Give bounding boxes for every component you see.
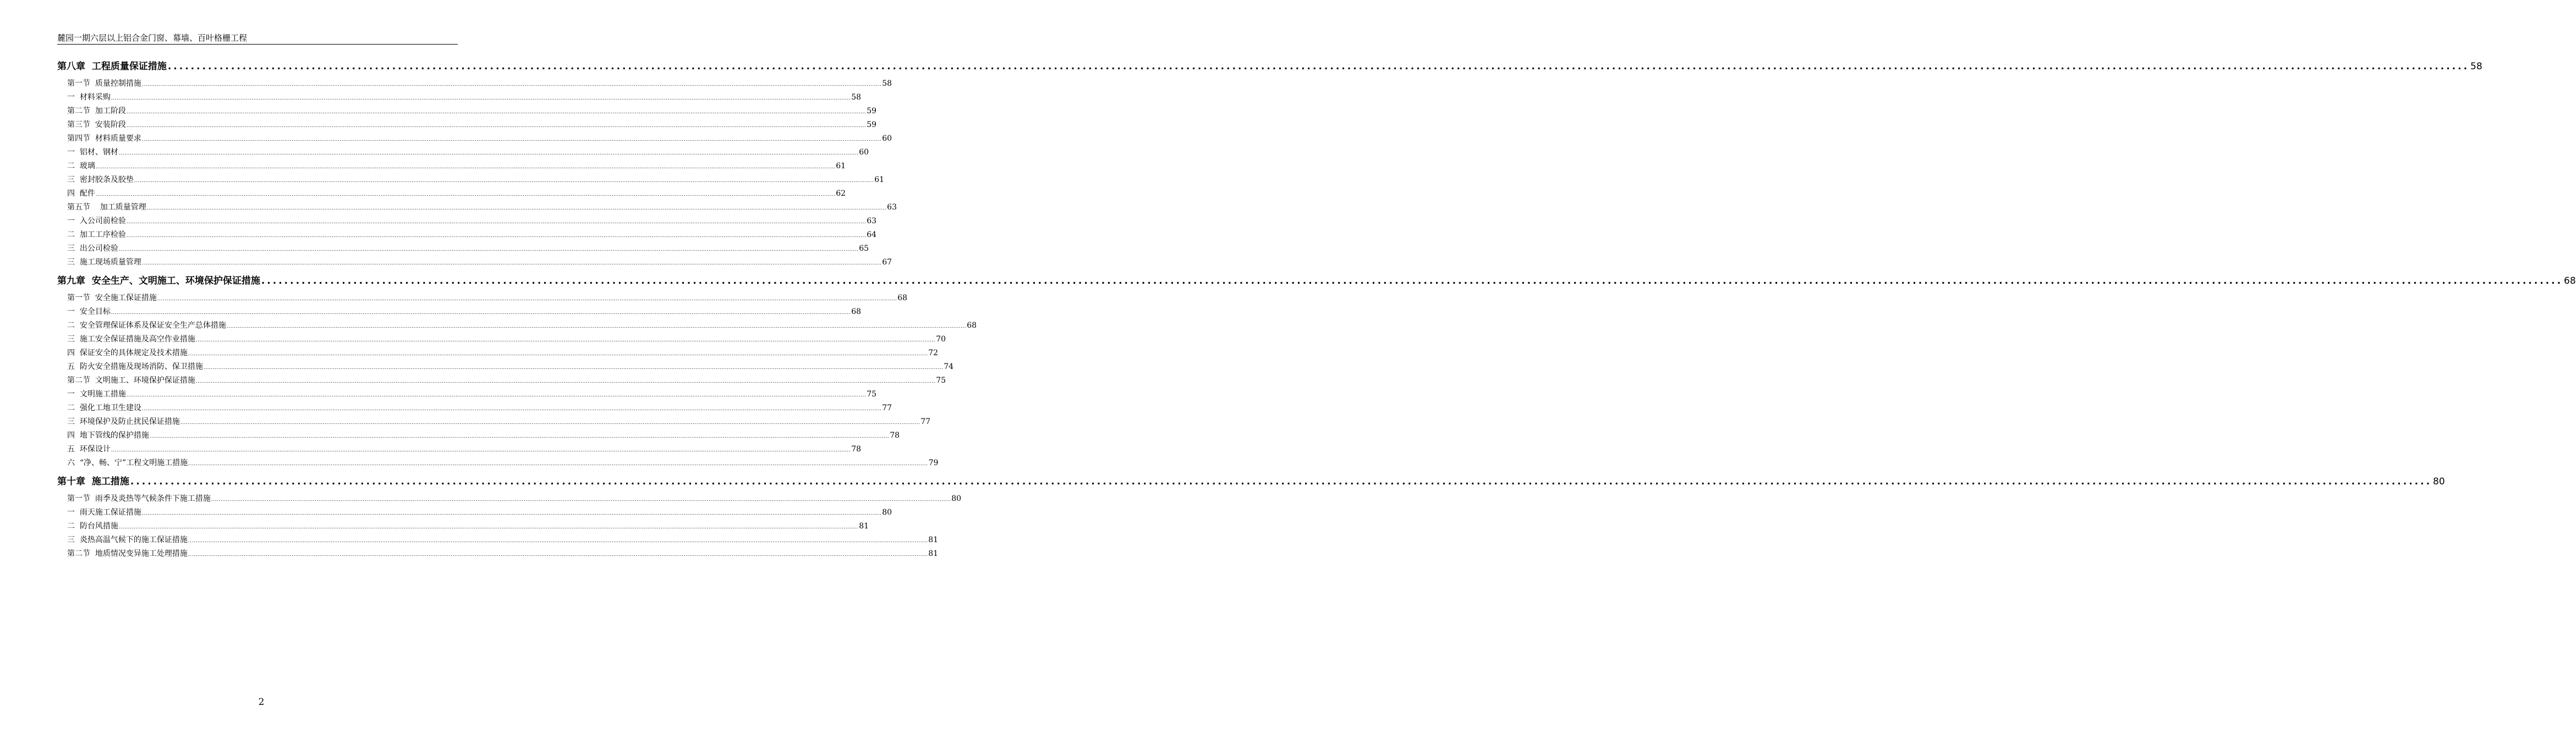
toc-entry-page: 80 <box>882 508 892 517</box>
toc-entry[interactable] <box>57 198 897 212</box>
toc-entry-title: 一 文明施工措施 <box>67 390 126 399</box>
dot-leader: ................................................................................................................................................................................................................................................................................................................................................................................................................ <box>188 461 928 467</box>
toc-entry-page: 68 <box>851 307 862 316</box>
toc-entry-title: 三 出公司检验 <box>67 244 118 253</box>
toc-entry[interactable] <box>57 385 877 399</box>
toc-entry-page: 59 <box>867 107 877 115</box>
toc-entry-page: 60 <box>882 134 892 143</box>
toc-entry[interactable] <box>57 157 846 171</box>
dot-leader: ................................................................................................................................................................................................................................................................................................................................................................................................................ <box>95 192 836 197</box>
toc-entry-title: 四 保证安全的具体规定及技术措施 <box>67 349 188 357</box>
document-header <box>57 32 458 45</box>
toc-entry-title: 三 环境保护及防止扰民保证措施 <box>67 417 180 426</box>
dot-leader: ................................................................................................................................................................................................................................................................................................................................................................................................................ <box>126 393 867 398</box>
toc-entry-page: 63 <box>867 217 877 225</box>
toc-entry-title: 二 玻璃 <box>67 162 95 170</box>
toc-entry-page: 68 <box>897 294 908 302</box>
toc-entry[interactable] <box>57 545 939 559</box>
dot-leader: ................................................................................................................................................................................................................................................................................................................................................................................................................ <box>141 137 882 142</box>
toc-entry-title: 第一节 雨季及炎热等气候条件下施工措施 <box>67 494 211 503</box>
toc-entry[interactable] <box>57 253 892 267</box>
toc-entry-page: 62 <box>836 189 846 198</box>
toc-entry-page: 61 <box>836 162 846 170</box>
toc-entry-title: 三 施工安全保证措施及高空作业措施 <box>67 335 195 344</box>
toc-entry-page: 67 <box>882 258 892 267</box>
toc-entry[interactable] <box>57 130 892 144</box>
toc-entry-title: 第九章 安全生产、文明施工、环境保护保证措施 <box>57 275 260 286</box>
toc-entry-title: 三 炎热高温气候下的施工保证措施 <box>67 536 188 544</box>
dot-leader: ................................................................................................................................................................................................................................................................................................................................................................................................................ <box>126 123 867 129</box>
toc-entry[interactable] <box>57 240 869 253</box>
toc-entry-title: 第二节 加工阶段 <box>67 107 126 115</box>
dot-leader: ................................................................................................................................................................................................................................................................................................................................................................................................................ <box>130 476 2432 487</box>
dot-leader: ................................................................................................................................................................................................................................................................................................................................................................................................................ <box>195 379 936 384</box>
toc-entry[interactable] <box>57 399 892 413</box>
dot-leader: ................................................................................................................................................................................................................................................................................................................................................................................................................ <box>134 178 874 184</box>
toc-entry-page: 68 <box>967 321 977 330</box>
toc-entry[interactable] <box>57 171 885 185</box>
toc-entry-title: 第五节 加工质量管理 <box>67 203 146 212</box>
dot-leader: ................................................................................................................................................................................................................................................................................................................................................................................................................ <box>118 247 859 252</box>
toc-entry-title: 第八章 工程质量保证措施 <box>57 61 167 72</box>
toc-entry-title: 四 配件 <box>67 189 95 198</box>
toc-entry[interactable] <box>57 490 962 504</box>
toc-entry-page: 58 <box>882 79 892 88</box>
toc-entry-title: 第一节 质量控制措施 <box>67 79 141 88</box>
toc-entry-page: 78 <box>851 445 862 454</box>
toc-entry[interactable] <box>57 185 846 198</box>
dot-leader: ................................................................................................................................................................................................................................................................................................................................................................................................................ <box>146 206 887 211</box>
toc-entry-title: 三 密封胶条及胶垫 <box>67 175 134 184</box>
toc-entry[interactable] <box>57 504 892 517</box>
dot-leader: ................................................................................................................................................................................................................................................................................................................................................................................................................ <box>167 61 2470 72</box>
toc-entry-page: 68 <box>2564 275 2576 286</box>
toc-entry[interactable] <box>57 372 946 385</box>
page-number: 2 <box>258 697 265 708</box>
toc-entry-page: 63 <box>887 203 897 212</box>
toc-entry-page: 59 <box>867 120 877 129</box>
dot-leader: ................................................................................................................................................................................................................................................................................................................................................................................................................ <box>111 310 851 316</box>
dot-leader: ................................................................................................................................................................................................................................................................................................................................................................................................................ <box>141 82 882 87</box>
toc-entry[interactable] <box>57 427 900 440</box>
toc-entry-page: 80 <box>2433 476 2445 487</box>
toc-chapter-entry[interactable] <box>57 269 2576 287</box>
toc-entry[interactable] <box>57 413 931 427</box>
toc-entry-title: 四 地下管线的保护措施 <box>67 431 149 440</box>
toc-entry-page: 77 <box>920 417 931 426</box>
dot-leader: ................................................................................................................................................................................................................................................................................................................................................................................................................ <box>188 552 928 558</box>
toc-entry[interactable] <box>57 531 939 545</box>
dot-leader: ................................................................................................................................................................................................................................................................................................................................................................................................................ <box>126 109 867 115</box>
toc-entry-page: 60 <box>859 148 869 157</box>
dot-leader: ................................................................................................................................................................................................................................................................................................................................................................................................................ <box>188 351 928 357</box>
toc-entry-title: 五 防火安全措施及现场消防、保卫措施 <box>67 362 203 371</box>
toc-entry[interactable] <box>57 330 946 344</box>
toc-entry-title: 一 铝材、钢材 <box>67 148 118 157</box>
dot-leader: ................................................................................................................................................................................................................................................................................................................................................................................................................ <box>118 151 859 156</box>
toc-entry-page: 58 <box>851 93 862 102</box>
dot-leader: ................................................................................................................................................................................................................................................................................................................................................................................................................ <box>95 164 836 170</box>
dot-leader: ................................................................................................................................................................................................................................................................................................................................................................................................................ <box>157 296 897 302</box>
dot-leader: ................................................................................................................................................................................................................................................................................................................................................................................................................ <box>111 96 851 101</box>
dot-leader: ................................................................................................................................................................................................................................................................................................................................................................................................................ <box>126 219 867 225</box>
toc-entry-page: 64 <box>867 230 877 239</box>
toc-entry[interactable] <box>57 454 939 468</box>
toc-entry[interactable] <box>57 144 869 157</box>
dot-leader: ................................................................................................................................................................................................................................................................................................................................................................................................................ <box>261 275 2563 286</box>
dot-leader: ................................................................................................................................................................................................................................................................................................................................................................................................................ <box>111 448 851 453</box>
toc-entry-title: 一 材料采购 <box>67 93 111 102</box>
dot-leader: ................................................................................................................................................................................................................................................................................................................................................................................................................ <box>188 538 928 544</box>
toc-entry-page: 81 <box>928 536 939 544</box>
toc-entry[interactable] <box>57 102 877 116</box>
dot-leader: ................................................................................................................................................................................................................................................................................................................................................................................................................ <box>141 261 882 266</box>
toc-entry-page: 81 <box>859 522 869 531</box>
toc-entry-page: 75 <box>867 390 877 399</box>
toc-entry-page: 77 <box>882 404 892 412</box>
toc-entry-title: 二 加工工序检验 <box>67 230 126 239</box>
toc-chapter-entry[interactable] <box>57 470 2445 488</box>
dot-leader: ................................................................................................................................................................................................................................................................................................................................................................................................................ <box>211 497 951 503</box>
toc-entry-title: 第三节 安装阶段 <box>67 120 126 129</box>
dot-leader: ................................................................................................................................................................................................................................................................................................................................................................................................................ <box>149 434 890 439</box>
toc-entry[interactable] <box>57 226 877 240</box>
toc-entry-title: 二 防台风措施 <box>67 522 118 531</box>
toc-entry-page: 74 <box>944 362 954 371</box>
dot-leader: ................................................................................................................................................................................................................................................................................................................................................................................................................ <box>203 365 944 371</box>
toc-entry-page: 72 <box>928 349 939 357</box>
dot-leader: ................................................................................................................................................................................................................................................................................................................................................................................................................ <box>126 233 867 239</box>
toc-entry-title: 二 安全管理保证体系及保证安全生产总体措施 <box>67 321 226 330</box>
toc-entry-page: 61 <box>874 175 885 184</box>
toc-entry[interactable] <box>57 212 877 226</box>
toc-entry-title: 第一节 安全施工保证措施 <box>67 294 157 302</box>
toc-entry-page: 79 <box>928 459 939 467</box>
dot-leader: ................................................................................................................................................................................................................................................................................................................................................................................................................ <box>195 338 936 343</box>
toc-chapter-entry[interactable] <box>57 55 2482 73</box>
toc-entry[interactable] <box>57 317 977 330</box>
toc-entry[interactable] <box>57 344 939 358</box>
toc-entry-page: 81 <box>928 549 939 558</box>
toc-entry-title: 第二节 文明施工、环境保护保证措施 <box>67 376 195 385</box>
dot-leader: ................................................................................................................................................................................................................................................................................................................................................................................................................ <box>226 324 967 329</box>
toc-entry-title: 第四节 材料质量要求 <box>67 134 141 143</box>
toc-entry-page: 65 <box>859 244 869 253</box>
dot-leader: ................................................................................................................................................................................................................................................................................................................................................................................................................ <box>180 420 920 426</box>
toc-entry[interactable] <box>57 75 892 89</box>
toc-entry-page: 75 <box>936 376 946 385</box>
toc-entry-page: 58 <box>2470 61 2482 72</box>
toc-entry-title: 第二节 地质情况变异施工处理措施 <box>67 549 188 558</box>
toc-entry-title: 一 雨天施工保证措施 <box>67 508 141 517</box>
toc-entry[interactable] <box>57 289 908 303</box>
header-title: 麓园一期六层以上铝合金门窗、幕墙、百叶格栅工程 <box>57 33 248 43</box>
toc-entry[interactable] <box>57 116 877 130</box>
toc-entry[interactable] <box>57 303 862 317</box>
toc-entry-title: 一 安全目标 <box>67 307 111 316</box>
toc-entry-page: 78 <box>890 431 900 440</box>
toc-entry-title: 第十章 施工措施 <box>57 476 129 487</box>
dot-leader: ................................................................................................................................................................................................................................................................................................................................................................................................................ <box>118 525 859 530</box>
toc-entry-title: 五 环保设计 <box>67 445 111 454</box>
dot-leader: ................................................................................................................................................................................................................................................................................................................................................................................................................ <box>141 511 882 516</box>
toc-entry-page: 70 <box>936 335 946 344</box>
toc-entry-title: 六 “净、畅、宁”工程文明施工措施 <box>67 459 188 467</box>
toc-entry-title: 三 施工现场质量管理 <box>67 258 141 267</box>
table-of-contents <box>57 55 2576 559</box>
toc-entry[interactable] <box>57 89 862 102</box>
toc-entry[interactable] <box>57 358 954 372</box>
toc-entry[interactable] <box>57 440 862 454</box>
toc-entry[interactable] <box>57 517 869 531</box>
toc-entry-page: 80 <box>951 494 962 503</box>
dot-leader: ................................................................................................................................................................................................................................................................................................................................................................................................................ <box>141 406 882 412</box>
toc-entry-title: 一 入公司前检验 <box>67 217 126 225</box>
toc-entry-title: 二 强化工地卫生建设 <box>67 404 141 412</box>
